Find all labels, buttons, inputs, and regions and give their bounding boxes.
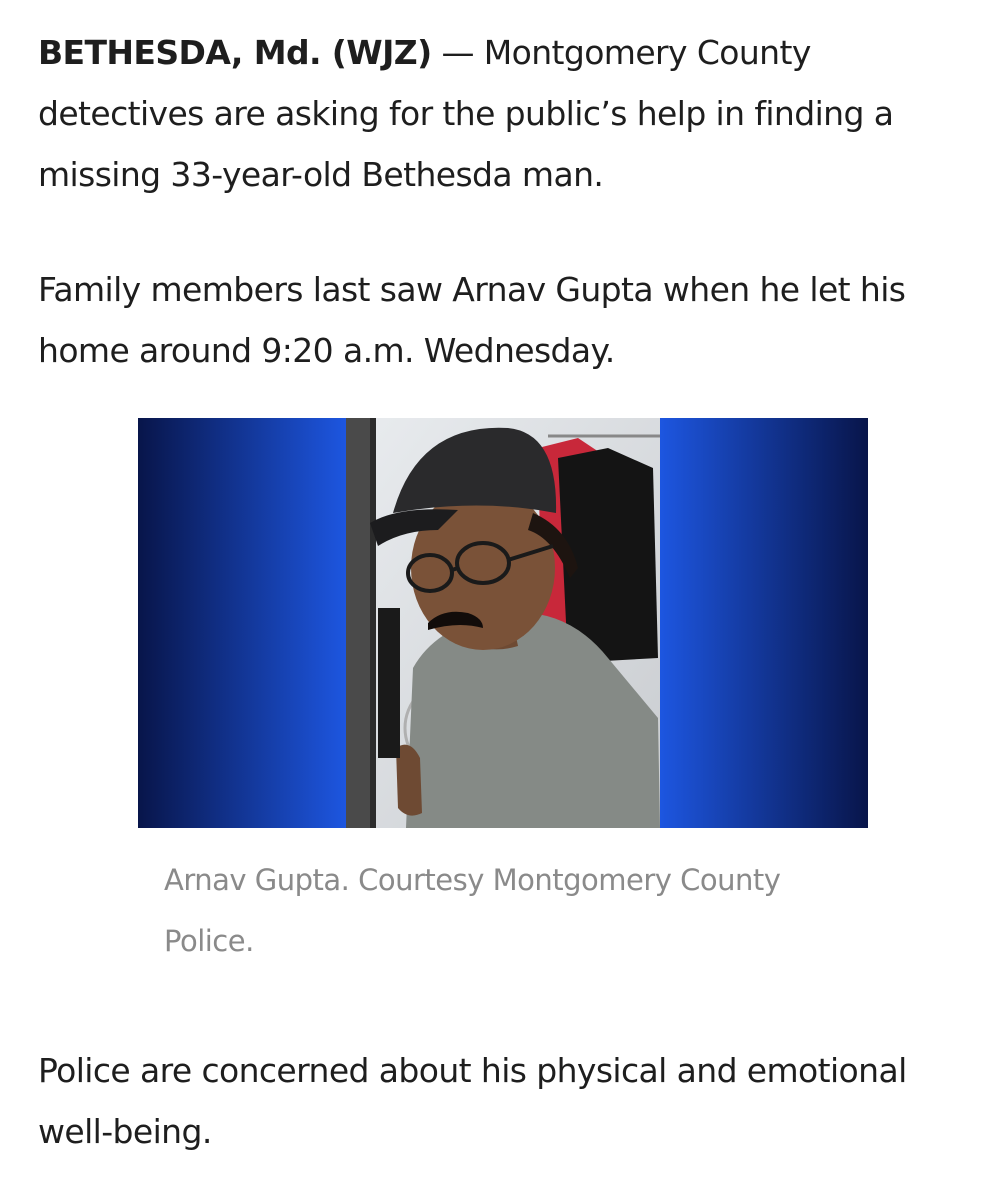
article-body: [38, 22, 968, 381]
person-photo: [138, 418, 868, 828]
lead-text: Montgomery County detectives are asking for the public’s help in finding a missing 33-year-old Bethesda man.: [38, 33, 894, 194]
article-figure: [138, 418, 868, 828]
paragraph-concern: Police are concerned about his physical and emotional well-being.: [38, 1051, 907, 1151]
figure-caption: Arnav Gupta. Courtesy Montgomery County Police.: [164, 863, 781, 958]
photo-illustration: [138, 418, 868, 828]
paragraph-last-seen: Family members last saw Arnav Gupta when he let his home around 9:20 a.m. Wednesday.: [38, 270, 906, 370]
paragraph-lead: [38, 22, 968, 205]
dateline-dash: —: [431, 33, 484, 72]
dateline: BETHESDA, Md. (WJZ): [38, 33, 432, 72]
